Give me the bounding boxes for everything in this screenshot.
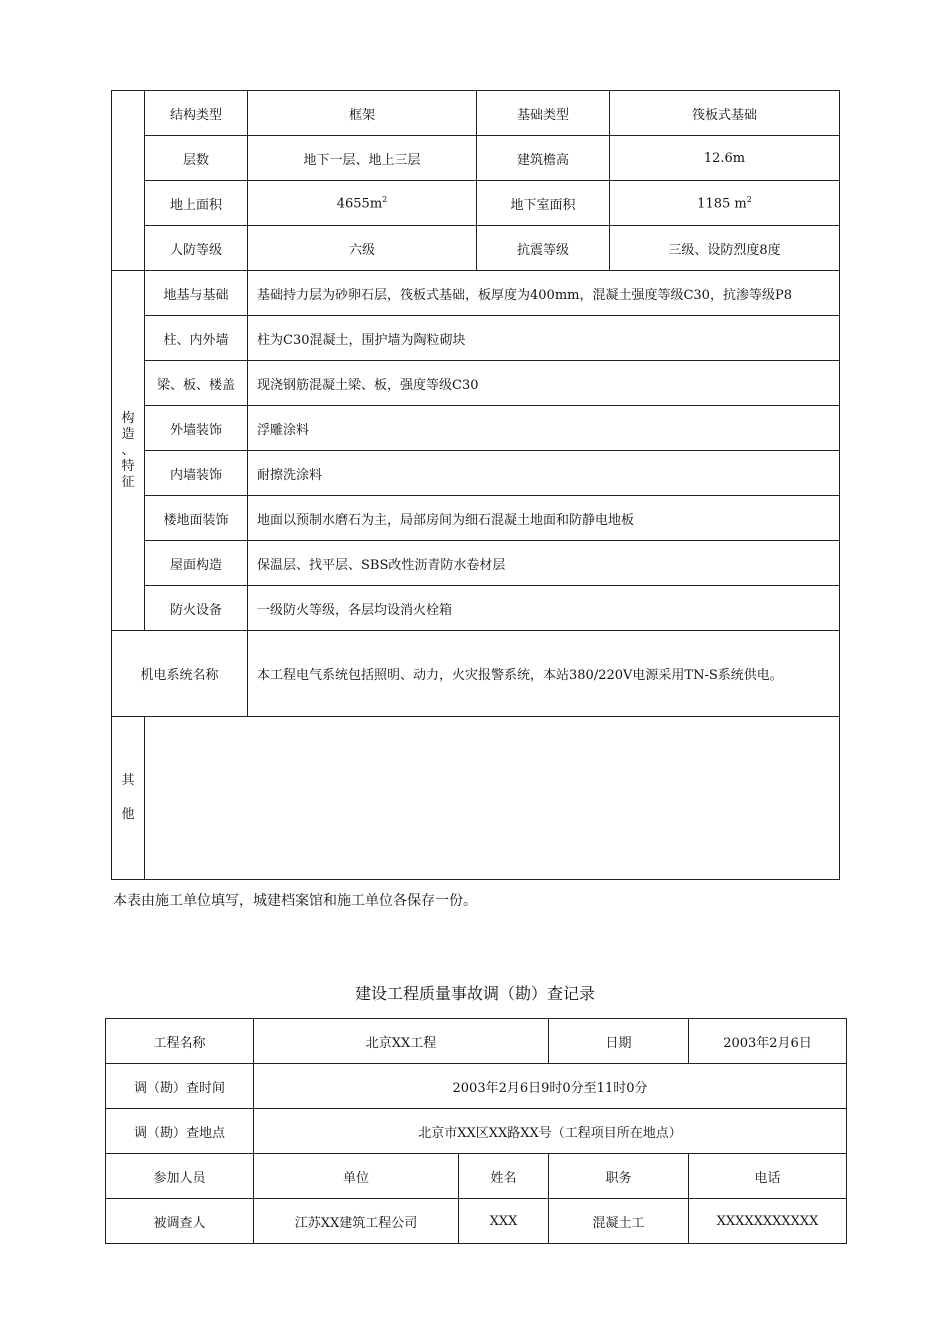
accident-record-table bbox=[105, 1018, 847, 1244]
civil-defense-value: 六级 bbox=[248, 226, 477, 271]
table-row bbox=[106, 1199, 847, 1244]
table-row bbox=[112, 631, 840, 717]
table-row bbox=[112, 406, 840, 451]
table-row bbox=[112, 136, 840, 181]
table-row bbox=[112, 717, 840, 880]
interior-finish-value: 耐擦洗涂料 bbox=[248, 451, 840, 496]
table-row bbox=[112, 496, 840, 541]
civil-defense-label: 人防等级 bbox=[145, 226, 248, 271]
investigated-person-label: 被调查人 bbox=[106, 1199, 254, 1244]
floors-value: 地下一层、地上三层 bbox=[248, 136, 477, 181]
table-row bbox=[112, 586, 840, 631]
table-note: 本表由施工单位填写，城建档案馆和施工单位各保存一份。 bbox=[113, 893, 477, 909]
exterior-finish-value: 浮雕涂料 bbox=[248, 406, 840, 451]
other-label: 其 他 bbox=[112, 717, 145, 880]
person-position: 混凝土工 bbox=[549, 1199, 689, 1244]
roof-value: 保温层、找平层、SBS改性沥青防水卷材层 bbox=[248, 541, 840, 586]
project-overview-table bbox=[111, 90, 840, 880]
investigation-place-label: 调（勘）查地点 bbox=[106, 1109, 254, 1154]
seismic-grade-label: 抗震等级 bbox=[477, 226, 610, 271]
table-row bbox=[112, 361, 840, 406]
table-row bbox=[106, 1109, 847, 1154]
person-unit: 江苏XX建筑工程公司 bbox=[254, 1199, 459, 1244]
exterior-finish-label: 外墙装饰 bbox=[145, 406, 248, 451]
table-row bbox=[106, 1154, 847, 1199]
above-ground-area-label: 地上面积 bbox=[145, 181, 248, 226]
phone-header: 电话 bbox=[689, 1154, 847, 1199]
foundation-value: 基础持力层为砂卵石层，筏板式基础，板厚度为400mm，混凝土强度等级C30，抗渗等级P8 bbox=[248, 271, 840, 316]
construction-features-group-label: 构 造 、 特 征 bbox=[112, 271, 145, 631]
unit-header: 单位 bbox=[254, 1154, 459, 1199]
table-row bbox=[112, 91, 840, 136]
table-row bbox=[106, 1019, 847, 1064]
floors-label: 层数 bbox=[145, 136, 248, 181]
investigation-time-label: 调（勘）查时间 bbox=[106, 1064, 254, 1109]
table-row bbox=[112, 181, 840, 226]
structure-type-label: 结构类型 bbox=[145, 91, 248, 136]
person-name: XXX bbox=[459, 1199, 549, 1244]
columns-walls-value: 柱为C30混凝土，围护墙为陶粒砌块 bbox=[248, 316, 840, 361]
other-value bbox=[145, 717, 840, 880]
fire-equipment-label: 防火设备 bbox=[145, 586, 248, 631]
date-label: 日期 bbox=[549, 1019, 689, 1064]
table-row bbox=[112, 451, 840, 496]
table-row bbox=[112, 316, 840, 361]
floor-finish-value: 地面以预制水磨石为主，局部房间为细石混凝土地面和防静电地板 bbox=[248, 496, 840, 541]
basement-area-value: 1185 $m^2$ bbox=[610, 181, 840, 226]
seismic-grade-value: 三级、设防烈度8度 bbox=[610, 226, 840, 271]
beams-slabs-label: 梁、板、楼盖 bbox=[145, 361, 248, 406]
columns-walls-label: 柱、内外墙 bbox=[145, 316, 248, 361]
structure-type-value: 框架 bbox=[248, 91, 477, 136]
foundation-type-value: 筏板式基础 bbox=[610, 91, 840, 136]
participants-label: 参加人员 bbox=[106, 1154, 254, 1199]
floor-finish-label: 楼地面装饰 bbox=[145, 496, 248, 541]
roof-label: 屋面构造 bbox=[145, 541, 248, 586]
fire-equipment-value: 一级防火等级，各层均设消火栓箱 bbox=[248, 586, 840, 631]
eave-height-value: 12.6m bbox=[610, 136, 840, 181]
table-row bbox=[112, 226, 840, 271]
investigation-time-value: 2003年2月6日9时0分至11时0分 bbox=[254, 1064, 847, 1109]
blank-group-cell bbox=[112, 91, 145, 271]
project-name-label: 工程名称 bbox=[106, 1019, 254, 1064]
name-header: 姓名 bbox=[459, 1154, 549, 1199]
basement-area-label: 地下室面积 bbox=[477, 181, 610, 226]
table-row bbox=[112, 541, 840, 586]
beams-slabs-value: 现浇钢筋混凝土梁、板，强度等级C30 bbox=[248, 361, 840, 406]
table-row bbox=[112, 271, 840, 316]
table-row bbox=[106, 1064, 847, 1109]
above-ground-area-value: $4655m^2$ bbox=[248, 181, 477, 226]
project-name-value: 北京XX工程 bbox=[254, 1019, 549, 1064]
date-value: 2003年2月6日 bbox=[689, 1019, 847, 1064]
foundation-type-label: 基础类型 bbox=[477, 91, 610, 136]
investigation-place-value: 北京市XX区XX路XX号（工程项目所在地点） bbox=[254, 1109, 847, 1154]
interior-finish-label: 内墙装饰 bbox=[145, 451, 248, 496]
mep-system-label: 机电系统名称 bbox=[112, 631, 248, 717]
mep-system-value: 本工程电气系统包括照明、动力，火灾报警系统，本站380/220V电源采用TN-S系统供电。 bbox=[248, 631, 840, 717]
eave-height-label: 建筑檐高 bbox=[477, 136, 610, 181]
foundation-label: 地基与基础 bbox=[145, 271, 248, 316]
person-phone: XXXXXXXXXXX bbox=[689, 1199, 847, 1244]
record-title: 建设工程质量事故调（勘）查记录 bbox=[354, 984, 595, 1003]
position-header: 职务 bbox=[549, 1154, 689, 1199]
